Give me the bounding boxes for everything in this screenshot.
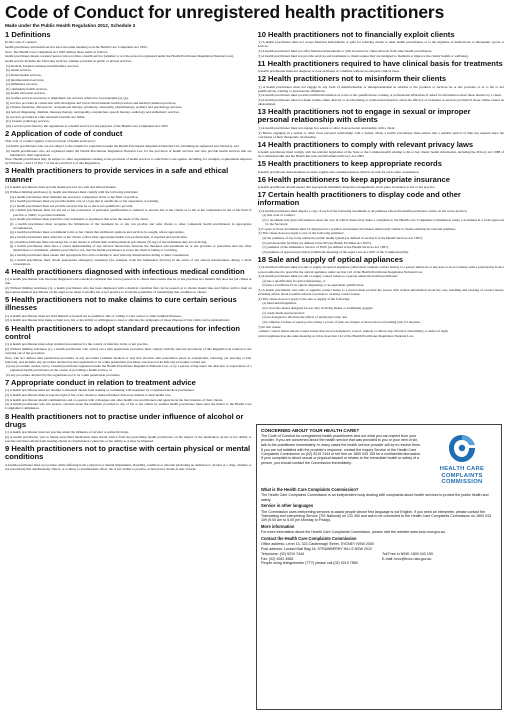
- section-heading: 3 Health practitioners to provide services in a safe and ethical manner: [5, 166, 229, 184]
- section-17-display: [258, 191, 505, 254]
- list-item: (f) a health practitioner must recognise the limitations of the treatment he or she can provide and refer clients to other competent health practitioners in appropriate circumstances,: [10, 221, 252, 230]
- section-text: (1) A health practitioner must provide health services in a safe and ethical manner.: [5, 185, 117, 190]
- list-item: (k) a health practitioner must ensure that appropriate first aid is available to deal with any misadventure during a client consultation,: [10, 253, 190, 258]
- list-item: (b) a health practitioner must not provide health care of a type that is outside his or her experience or training,: [10, 199, 159, 204]
- info-text: If you are not satisfied with the provider's response, contact the Inquiry Service of the Health Care Complaints Commission on (02) 9219 7444 or toll free on 1800 043 159 for a confidential discussion. If your complaint is about sexual or physical assault or relates to the immediate health or safety of a person, you should contact the Commission immediately.: [261, 447, 422, 465]
- list-item: (d) pharmaceutical services,: [6, 77, 45, 82]
- fax: Fax: (02) 9281 4585: [261, 556, 294, 561]
- info-subheading: Contact the Health Care Complaints Commission: [261, 535, 357, 541]
- section-text: (2) A health practitioner must not sell or supply contact lenses to a person unless the health practitioner:: [257, 274, 399, 279]
- section-text: (1) A health practitioner must not practise under the influence of alcohol or unlawful drugs.: [5, 430, 129, 435]
- section-heading: 1 Definitions: [5, 30, 51, 39]
- section-text: cosmetic contact lenses means contact lenses that are not designed to correct, remedy or relieve any refractive abnormality or defect of sight.: [257, 329, 449, 334]
- section-1-definitions: [5, 31, 252, 128]
- section-text: In this code of conduct:: [5, 40, 38, 45]
- section-text: health practitioner and health service have the same meaning as in the Health Care Complaints Act 1993.: [5, 45, 148, 50]
- list-item: (g) health education services,: [6, 91, 46, 96]
- section-note: Note. The Act defines skin penetration procedure as any procedure (whether medical or not) that involves skin penetration (such as acupuncture, tattooing, ear piercing or hair removal), and includes any procedure declared by the regulations to be a skin penetration procedure, but does not include any procedure carried out:: [5, 355, 252, 364]
- document-title: Code of Conduct for unregistered health practitioners: [5, 2, 445, 22]
- email-link[interactable]: E-mail: hccc@hccc.nsw.gov.au: [382, 556, 432, 561]
- section-text: A health practitioner should ensure that appropriate indemnity insurance arrangements are in place in relation to his or her practice.: [257, 184, 436, 189]
- list-item: (h) welfare services necessary to implement any services referred to in paragraphs (a)–(g),: [6, 96, 129, 101]
- list-item: (ii) comprise 2 lenses of equal power, being a power of plus one dioptre or more but not exceeding plus 3.5 dioptres.: [262, 319, 421, 324]
- section-4-infectious: [5, 268, 252, 294]
- left-column: [5, 29, 252, 721]
- list-item: (b) dental services,: [6, 68, 32, 73]
- info-subheading: Service in other languages: [261, 503, 314, 509]
- list-item: (a) hand-held magnifiers,: [262, 301, 297, 306]
- info-top: [261, 428, 497, 486]
- section-heading: 18 Sale and supply of optical appliances: [257, 255, 404, 265]
- section-heading: 5 Health practitioners not to make claims to cure certain serious illnesses: [5, 295, 237, 313]
- list-item: (i) services provided in connection with Aboriginal and Torres Strait Islander health practices and medical radiation practices,: [6, 100, 177, 105]
- section-text: (1) A health practitioner must not attempt to dissuade clients from seeking or continuing with treatment by a registered medical practitioner.: [5, 388, 195, 393]
- list-item: (a) any procedure carried out by a health practitioner registered under the Health Practitioner Regulation National Law, or by a person acting under the direction or supervision of a registered health practitioner, in the course of providing a health service, or: [6, 364, 252, 373]
- info-text: The Code of Conduct for unregistered health practitioners sets out what you can expect from your provider. If you are concerned about the health service that was provided to you or your next of kin, talk to the practitioner immediately. In many cases the health service provider will try to resolve them.: [261, 434, 422, 447]
- section-heading: 14 Health practitioners to comply with relevant privacy laws: [257, 139, 474, 149]
- section-text: (2) Without limiting subclause (1), health practitioners must comply with the following principles:: [5, 189, 139, 194]
- section-18-optical: [258, 256, 505, 338]
- right-column: [258, 29, 505, 449]
- section-heading: 12 Health practitioners not to misinform their clients: [257, 74, 447, 84]
- section-heading: 6 Health practitioners to adopt standard precautions for infection control: [5, 323, 241, 341]
- section-heading: 8 Health practitioners not to practise under influence of alcohol or drugs: [5, 411, 244, 429]
- list-item: (e) ambulance services,: [6, 82, 38, 87]
- info-text: For more information about the Health Care Complaints Commission, please visit the website www.hccc.nsw.gov.au: [261, 530, 445, 535]
- list-item: (f) community health services,: [6, 86, 48, 91]
- complaints-info-box: [256, 424, 502, 710]
- section-text: (2) Before engaging in a sexual or other close personal relationship with a former client, a health practitioner must ensure that a suitable period of time has elapsed since the conclusion of their therapeutic relationship.: [257, 130, 504, 139]
- info-text: The Commission uses interpreting services to assist people whose first language is not English. If you need an interpreter, please contact the Translating and Interpreting Service (TIS National) on 131 450 and ask to be connected to the Health Care Complaints Commission on 1800 043 159 (9.00 am to 5.00 pm Monday to Friday).: [261, 509, 491, 523]
- list-item: (b) private health facilities (as defined in the Private Health Facilities Act 2007),: [262, 240, 372, 245]
- list-item: (j) a health practitioner must have a sound understanding of any adverse interactions between the therapies and treatments he or she provides or prescribes and any other medications or treatments, whether prescribed or not, that the health practitioner is aware the client is taking or receiving,: [10, 244, 252, 253]
- section-text: (2) A health practitioner must not offer financial inducements or gifts in return for client referrals from other health practitioners.: [257, 49, 432, 54]
- section-heading: 11 Health practitioners required to have clinical basis for treatments: [257, 58, 503, 68]
- section-13-relationships: [258, 108, 505, 139]
- section-text: This code of conduct applies to the provision of health services by:: [5, 139, 96, 144]
- section-heading: 7 Appropriate conduct in relation to treatment advice: [5, 378, 196, 388]
- list-item: (c) a health practitioner must not provide services that he or she is not qualified to provide,: [10, 203, 134, 208]
- section-text: (1) A health practitioner must not engage in a sexual or other close personal relationship with a client.: [257, 125, 396, 130]
- hccc-logo-text: HEALTH CARE COMPLAINTS COMMISSION: [439, 466, 485, 485]
- section-text: health service includes the following services, whether provided as public or private services:: [5, 58, 132, 63]
- contact-grid: [261, 552, 497, 561]
- section-text: (3) This clause does not apply to any of the following premises:: [257, 231, 344, 236]
- info-subheading: More information: [261, 523, 295, 529]
- section-3-safe-ethical: [5, 167, 252, 265]
- list-item: (b) has a Certificate IV in optical dispensing or an equivalent qualification.: [262, 283, 365, 288]
- hccc-logo: [427, 428, 497, 486]
- section-note: Note. Health practitioners may be subject to other requirements relating to the provision of health services to which this Code applies, including, for example, requirements imposed by Divisions 1 and 3 of Part 7 of the Act and Part 4 of this Regulation.: [5, 157, 252, 166]
- section-text: (1) A health practitioner who has been diagnosed with a medical condition that can be passed on to clients must ensure that he or she practises in a manner that does not put clients at risk.: [5, 277, 252, 286]
- list-item: (h) a health practitioner must assist his or her clients to find other appropriate health care professionals, if required and practicable,: [10, 235, 188, 240]
- list-item: (d) premises of approved providers (within the meaning of the Aged Care Act 1997 of the Commonwealth).: [262, 250, 409, 254]
- hccc-logo-icon: [440, 432, 484, 466]
- section-text: (b) health practitioners who are registered under the Health Practitioner Regulation National Law for the provision of health services and who provide health services that are unrelated to their registration.: [6, 148, 252, 157]
- telephone: Telephone: (02) 9219 7444: [261, 552, 304, 557]
- list-item: (g) a health practitioner must recommend to his or her clients that additional opinions and services be sought, where appropriate,: [10, 230, 185, 235]
- section-text: (1) A health practitioner must not hold himself or herself out as qualified, able or willing to cure cancer or other terminal illnesses.: [5, 313, 182, 318]
- section-8-alcohol-drugs: [5, 413, 252, 444]
- list-item: (b) a document that gives information about the way in which clients may make a complaint to the Health Care Complaints Commission, being a document in a form approved by the Secretary.: [262, 218, 504, 227]
- section-text: A health practitioner must comply with the relevant legislation of the State or the Commonwealth relating to his or her clients' health information, including the Privacy Act 1988 of the Commonwealth and the Health Records and Information Privacy Act 2002.: [257, 150, 504, 159]
- section-text: Note. The Health Care Complaints Act 1993 defines those terms as follows:: [5, 49, 108, 54]
- list-item: (j) Chinese medicine, chiropractic, occupational therapy, optometry, osteopathy, physiotherapy, podiatry and psychology services,: [6, 105, 183, 110]
- section-text: (2) A health practitioner must accept the right of his or her clients to make informed choices in relation to their health care.: [5, 393, 172, 398]
- list-item: (l) services provided in other alternative health care fields,: [6, 114, 86, 119]
- info-intro: [261, 428, 423, 486]
- tty-info: People using teletypewriter (TTY) please call (02) 9219 7555: [261, 560, 358, 565]
- list-item: (a) this code of conduct,: [262, 213, 296, 218]
- section-text: optical appliance has the same meaning as it has in section 122 of the Health Practitioner Regulation National Law.: [257, 333, 414, 338]
- section-text: (a) health practitioners who are not subject to the scheme for registration under the Health Practitioner Regulation National Law (including de-registered practitioners), and: [6, 144, 239, 149]
- toll-free: Toll Free in NSW: 1800 043 159: [382, 552, 433, 557]
- section-text: (3) A health practitioner should communicate and co-operate with colleagues and other health care practitioners and agencies in the best interests of their clients.: [5, 397, 223, 402]
- info-heading: CONCERNED ABOUT YOUR HEALTH CARE?: [261, 428, 360, 433]
- section-text: (2) Without limiting subclause (1), a health practitioner who has been diagnosed with a medical condition that can be passed on to clients should take and follow advice from an appropriate medical practitioner on the steps to be taken to modify his or her practice to avoid the possibility of transmitting that condition to clients.: [5, 285, 252, 294]
- section-5-claims: [5, 296, 252, 323]
- list-item: (m) a service prescribed by the regulations as a health service for the purposes of the Health Care Complaints Act 1993.: [6, 123, 169, 128]
- info-subheading: What is the Health Care Complaints Commission?: [261, 487, 359, 492]
- list-item: (a) has a qualification in optical dispensing, or: [262, 278, 326, 283]
- section-text: (1) A health practitioner must not engage in any form of misinformation or misrepresentation in relation to the products or services he or she provides or as to his or her qualifications, training or professional affiliations.: [257, 84, 504, 93]
- list-item: (e) a health practitioner must prescribe only treatments or appliances that serve the needs of the client,: [10, 217, 149, 222]
- section-text: (1) A health practitioner must not accept financial inducements or gifts for referring clients to other health practitioners or to the suppliers of medications or therapeutic goods or devices.: [257, 40, 504, 49]
- section-14-privacy: [258, 141, 505, 159]
- info-text: The Health Care Complaints Commission is an independent body dealing with complaints about health services to protect the public health and safety.: [261, 493, 489, 502]
- section-text: health practitioner means a natural person who provides a health service (whether or not the person is registered under the Health Practitioner Regulation National Law).: [5, 54, 235, 59]
- section-text: (5) In this clause:: [257, 324, 282, 329]
- list-item: (c) mental health services,: [6, 72, 42, 77]
- section-text: (1) A health practitioner must adopt standard precautions for the control of infection in his or her practice.: [5, 342, 149, 347]
- section-12-misinform: [258, 75, 505, 106]
- list-item: (l1) forensic pathology services,: [6, 119, 50, 124]
- section-text: (2) Copies of those documents must be displayed in a position and manner that makes them easily visible to clients entering the relevant premises.: [257, 226, 456, 231]
- post-address: Post address: Locked Mail Bag 18, STRAWBERRY HILLS NSW 2012: [261, 547, 372, 552]
- list-item: (a) a health practitioner must maintain the necessary competence in his or her field of practice,: [10, 194, 139, 199]
- section-text: A health practitioner must not diagnose or treat an illness or condition without an adequate clinical basis.: [257, 69, 400, 74]
- section-6-infection-control: [5, 325, 252, 378]
- section-text: (3) A health practitioner must not provide services and treatments to clients unless they are designed to maintain or improve the clients' health or wellbeing.: [257, 53, 469, 58]
- section-15-records: [258, 160, 505, 173]
- section-text: A health practitioner must not practise while suffering from a physical or mental impairment, disability, condition or disorder (including an addiction to alcohol or a drug, whether or not prescribed) that detrimentally affects, or is likely to detrimentally affect, his or her ability to practise or that places clients at risk of harm.: [5, 462, 252, 471]
- list-item: (c) premises of the Ambulance Service of NSW (as defined in the Health Services Act 1997),: [262, 245, 389, 250]
- section-text: (1) A health practitioner must not sell or supply an optical appliance (other than cosmetic contact lenses) to a person unless he or she does so in accordance with a prescription from a person authorised to prescribe the optical appliance under section 122 of the Health Practitioner Regulation National Law.: [257, 265, 504, 274]
- section-9-conditions: [5, 445, 252, 471]
- section-2-application: [5, 130, 252, 165]
- section-heading: 15 Health practitioners to keep appropriate records: [257, 159, 442, 169]
- list-item: (a) medical, hospital, nursing and midwifery services,: [6, 63, 79, 68]
- list-item: (a) the premises of any body within the public health system (as defined in section 6 of the Health Services Act 1997),: [262, 236, 423, 241]
- section-text: (4) A health practitioner who has serious concerns about the treatment provided to any of his or her clients by another health practitioner must refer the matter to the Health Care Complaints Commission.: [5, 402, 252, 411]
- office-address: Office address: Level 13, 323 Castlereagh Street, SYDNEY NSW 2000: [261, 542, 374, 547]
- section-text: (4) This clause does not apply to the sale or supply of the following:: [257, 296, 351, 301]
- list-item: (l) a health practitioner must obtain appropriate emergency assistance (for example, from the Ambulance Service) in the event of any serious misadventure during a client consultation.: [10, 257, 252, 266]
- section-heading: 10 Health practitioners not to financially exploit clients: [257, 30, 455, 39]
- section-text: (2) A health practitioner may make a claim as to his or her ability or willingness to treat or alleviate the symptoms of those illnesses if that claim can be substantiated.: [5, 318, 230, 323]
- section-7-treatment-advice: [5, 379, 252, 410]
- list-item: (b) any procedure declared by the regulations not to be a skin penetration procedure.: [6, 373, 121, 378]
- list-item: (c) ready-made spectacles that:: [262, 310, 305, 315]
- section-text: (2) A health practitioner who is taking prescribed medication must obtain advice from the prescribing health practitioner on the impact of the medication on his or her ability to practise and must refrain from treating clients in circumstances where his or her ability is or may be impaired.: [5, 434, 252, 443]
- section-heading: 4 Health practitioners diagnosed with infectious medical condition: [5, 266, 245, 276]
- list-item: (b) corrective lenses designed for use only in diving masks or swimming goggles,: [262, 306, 374, 311]
- document-subtitle: Made under the Public Health Regulation 2012, Schedule 3: [5, 23, 136, 28]
- section-16-insurance: [258, 176, 505, 189]
- section-text: (3) A health practitioner who sells or supplies contact lenses to a person must provide the person with written information about the care, handling and wearing of contact lenses, including advice about possible adverse reactions to wearing contact lenses.: [257, 288, 504, 297]
- section-heading: 2 Application of code of conduct: [5, 128, 123, 138]
- section-text: A health practitioner must maintain accurate, legible and contemporaneous clinical records for each client consultation.: [257, 169, 420, 174]
- list-item: (i) are designed to alleviate the effects of presbyopia only, and: [262, 315, 347, 320]
- section-10-financial: [258, 31, 505, 58]
- section-text: (1) A health practitioner must display a copy of each of the following documents at all premises where the health practitioner carries on his or her practice:: [257, 208, 468, 213]
- list-item: (i) a health practitioner must encourage his or her clients to inform their treating medical practitioner (if any) of the treatments they are receiving,: [10, 239, 208, 244]
- section-heading: 9 Health practitioners not to practise with certain physical or mental conditions: [5, 444, 251, 462]
- section-text: (3) A health practitioner must not make claims, either directly or in advertising or promotional material, about the efficacy of treatment or services provided if those claims cannot be substantiated.: [257, 97, 504, 107]
- section-text: (2) Without limiting subclause (1), a health practitioner who carries out a skin penetration procedure must comply with the relevant provisions of this Regulation in relation to the carrying out of the procedure.: [5, 346, 252, 356]
- section-11-clinical-basis: [258, 60, 505, 73]
- list-item: (k) optical dispensing, dietitian, massage therapy, naturopathy, acupuncture, speech therapy, audiology and audiometry services,: [6, 110, 180, 115]
- section-heading: 16 Health practitioners to keep appropriate insurance: [257, 174, 450, 184]
- list-item: (d) a health practitioner must not use his or her possession of particular qualifications to mislead or deceive his or her clients as to his or her competence in his or her field of practice or ability to provide treatment,: [10, 208, 252, 217]
- section-heading: 17 Certain health practitioners to display code and other information: [257, 190, 461, 208]
- section-text: (2) A health practitioner must provide truthful information as to his or her qualifications, training or professional affiliations if asked for information about those matters by a client.: [257, 93, 502, 98]
- section-heading: 13 Health practitioners not to engage in sexual or improper personal relationship with clients: [257, 107, 471, 125]
